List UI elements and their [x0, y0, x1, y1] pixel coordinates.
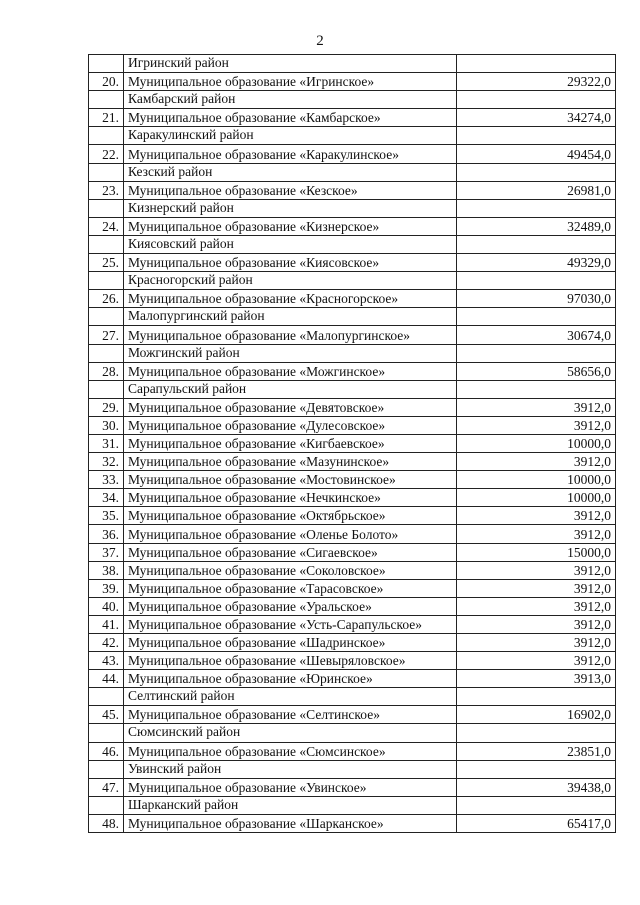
row-number: 44. [89, 670, 124, 688]
empty-cell [89, 688, 124, 706]
empty-cell [89, 199, 124, 217]
table-row [89, 254, 616, 272]
amount-value: 3912,0 [457, 416, 616, 434]
district-name: Сарапульский район [124, 380, 457, 398]
empty-cell [457, 55, 616, 73]
district-name: Селтинский район [124, 688, 457, 706]
district-row [89, 199, 616, 217]
municipality-name: Муниципальное образование «Сюмсинское» [124, 742, 457, 760]
row-number: 36. [89, 525, 124, 543]
municipality-name: Муниципальное образование «Октябрьское» [124, 507, 457, 525]
amount-value: 29322,0 [457, 73, 616, 91]
empty-cell [89, 91, 124, 109]
amount-value: 58656,0 [457, 362, 616, 380]
municipality-name: Муниципальное образование «Каракулинское» [124, 145, 457, 163]
municipality-name: Муниципальное образование «Киясовское» [124, 254, 457, 272]
amount-value: 23851,0 [457, 742, 616, 760]
amount-value: 65417,0 [457, 814, 616, 832]
table-row [89, 507, 616, 525]
district-row [89, 344, 616, 362]
table-row [89, 290, 616, 308]
amount-value: 32489,0 [457, 217, 616, 235]
municipality-name: Муниципальное образование «Нечкинское» [124, 489, 457, 507]
district-row [89, 688, 616, 706]
empty-cell [457, 163, 616, 181]
municipality-name: Муниципальное образование «Соколовское» [124, 561, 457, 579]
table-row [89, 398, 616, 416]
row-number: 24. [89, 217, 124, 235]
empty-cell [89, 344, 124, 362]
empty-cell [89, 272, 124, 290]
table-row [89, 471, 616, 489]
row-number: 42. [89, 634, 124, 652]
municipality-name: Муниципальное образование «Красногорское» [124, 290, 457, 308]
municipality-name: Муниципальное образование «Кизнерское» [124, 217, 457, 235]
municipality-name: Муниципальное образование «Девятовское» [124, 398, 457, 416]
amount-value: 26981,0 [457, 181, 616, 199]
row-number: 47. [89, 778, 124, 796]
amount-value: 49329,0 [457, 254, 616, 272]
district-name: Камбарский район [124, 91, 457, 109]
district-row [89, 235, 616, 253]
row-number: 28. [89, 362, 124, 380]
municipality-name: Муниципальное образование «Малопургинское» [124, 326, 457, 344]
district-name: Шарканский район [124, 796, 457, 814]
district-row [89, 724, 616, 742]
municipality-name: Муниципальное образование «Юринское» [124, 670, 457, 688]
empty-cell [457, 199, 616, 217]
municipality-name: Муниципальное образование «Шарканское» [124, 814, 457, 832]
amount-value: 3912,0 [457, 561, 616, 579]
table-body [89, 55, 616, 833]
municipality-name: Муниципальное образование «Мазунинское» [124, 453, 457, 471]
amount-value: 3912,0 [457, 579, 616, 597]
district-row [89, 55, 616, 73]
municipality-name: Муниципальное образование «Мостовинское» [124, 471, 457, 489]
amount-value: 39438,0 [457, 778, 616, 796]
municipality-name: Муниципальное образование «Тарасовское» [124, 579, 457, 597]
table-row [89, 579, 616, 597]
empty-cell [457, 796, 616, 814]
table-row [89, 706, 616, 724]
amount-value: 16902,0 [457, 706, 616, 724]
row-number: 20. [89, 73, 124, 91]
table-row [89, 326, 616, 344]
municipality-name: Муниципальное образование «Усть-Сарапульское» [124, 615, 457, 633]
empty-cell [457, 344, 616, 362]
row-number: 45. [89, 706, 124, 724]
page-number: 2 [316, 33, 324, 49]
empty-cell [89, 380, 124, 398]
amount-value: 15000,0 [457, 543, 616, 561]
empty-cell [457, 688, 616, 706]
row-number: 23. [89, 181, 124, 199]
amount-value: 10000,0 [457, 471, 616, 489]
district-row [89, 163, 616, 181]
district-row [89, 308, 616, 326]
municipality-name: Муниципальное образование «Кезское» [124, 181, 457, 199]
empty-cell [457, 272, 616, 290]
municipality-name: Муниципальное образование «Селтинское» [124, 706, 457, 724]
municipality-name: Муниципальное образование «Камбарское» [124, 109, 457, 127]
amount-value: 49454,0 [457, 145, 616, 163]
municipality-name: Муниципальное образование «Дулесовское» [124, 416, 457, 434]
municipality-name: Муниципальное образование «Уральское» [124, 597, 457, 615]
row-number: 35. [89, 507, 124, 525]
municipality-name: Муниципальное образование «Можгинское» [124, 362, 457, 380]
table-row [89, 615, 616, 633]
row-number: 41. [89, 615, 124, 633]
empty-cell [457, 760, 616, 778]
table-row [89, 73, 616, 91]
row-number: 40. [89, 597, 124, 615]
table-row [89, 778, 616, 796]
row-number: 22. [89, 145, 124, 163]
amount-value: 3912,0 [457, 525, 616, 543]
row-number: 33. [89, 471, 124, 489]
district-name: Каракулинский район [124, 127, 457, 145]
empty-cell [457, 91, 616, 109]
table-row [89, 670, 616, 688]
municipality-name: Муниципальное образование «Шевыряловское» [124, 652, 457, 670]
district-row [89, 760, 616, 778]
municipality-name: Муниципальное образование «Шадринское» [124, 634, 457, 652]
district-row [89, 91, 616, 109]
municipality-name: Муниципальное образование «Кигбаевское» [124, 434, 457, 452]
empty-cell [89, 163, 124, 181]
district-name: Киясовский район [124, 235, 457, 253]
table-row [89, 109, 616, 127]
district-name: Кезский район [124, 163, 457, 181]
amount-value: 3912,0 [457, 453, 616, 471]
empty-cell [457, 127, 616, 145]
empty-cell [89, 308, 124, 326]
district-name: Можгинский район [124, 344, 457, 362]
table-row [89, 453, 616, 471]
amount-value: 3912,0 [457, 507, 616, 525]
district-row [89, 380, 616, 398]
table-row [89, 561, 616, 579]
row-number: 26. [89, 290, 124, 308]
row-number: 43. [89, 652, 124, 670]
amount-value: 10000,0 [457, 489, 616, 507]
municipality-name: Муниципальное образование «Оленье Болото» [124, 525, 457, 543]
row-number: 30. [89, 416, 124, 434]
row-number: 48. [89, 814, 124, 832]
row-number: 25. [89, 254, 124, 272]
district-row [89, 272, 616, 290]
amount-value: 10000,0 [457, 434, 616, 452]
empty-cell [89, 55, 124, 73]
row-number: 38. [89, 561, 124, 579]
allocation-table [88, 54, 616, 833]
row-number: 37. [89, 543, 124, 561]
municipality-name: Муниципальное образование «Сигаевское» [124, 543, 457, 561]
amount-value: 3912,0 [457, 652, 616, 670]
table-row [89, 362, 616, 380]
table-row [89, 217, 616, 235]
table-row [89, 434, 616, 452]
district-name: Сюмсинский район [124, 724, 457, 742]
table-row [89, 489, 616, 507]
empty-cell [457, 235, 616, 253]
amount-value: 97030,0 [457, 290, 616, 308]
table-row [89, 145, 616, 163]
district-name: Увинский район [124, 760, 457, 778]
amount-value: 30674,0 [457, 326, 616, 344]
amount-value: 3912,0 [457, 597, 616, 615]
municipality-name: Муниципальное образование «Игринское» [124, 73, 457, 91]
amount-value: 3913,0 [457, 670, 616, 688]
empty-cell [89, 235, 124, 253]
empty-cell [89, 796, 124, 814]
row-number: 39. [89, 579, 124, 597]
table-row [89, 814, 616, 832]
table-row [89, 525, 616, 543]
table-row [89, 742, 616, 760]
district-name: Малопургинский район [124, 308, 457, 326]
row-number: 21. [89, 109, 124, 127]
district-row [89, 796, 616, 814]
row-number: 31. [89, 434, 124, 452]
empty-cell [457, 724, 616, 742]
empty-cell [89, 724, 124, 742]
table-row [89, 597, 616, 615]
row-number: 27. [89, 326, 124, 344]
empty-cell [457, 308, 616, 326]
table-row [89, 416, 616, 434]
amount-value: 34274,0 [457, 109, 616, 127]
district-name: Игринский район [124, 55, 457, 73]
row-number: 46. [89, 742, 124, 760]
district-name: Красногорский район [124, 272, 457, 290]
municipality-name: Муниципальное образование «Увинское» [124, 778, 457, 796]
empty-cell [457, 380, 616, 398]
table-row [89, 543, 616, 561]
table-row [89, 181, 616, 199]
row-number: 32. [89, 453, 124, 471]
district-name: Кизнерский район [124, 199, 457, 217]
amount-value: 3912,0 [457, 398, 616, 416]
amount-value: 3912,0 [457, 634, 616, 652]
empty-cell [89, 760, 124, 778]
amount-value: 3912,0 [457, 615, 616, 633]
table-row [89, 634, 616, 652]
empty-cell [89, 127, 124, 145]
row-number: 34. [89, 489, 124, 507]
district-row [89, 127, 616, 145]
row-number: 29. [89, 398, 124, 416]
table-row [89, 652, 616, 670]
